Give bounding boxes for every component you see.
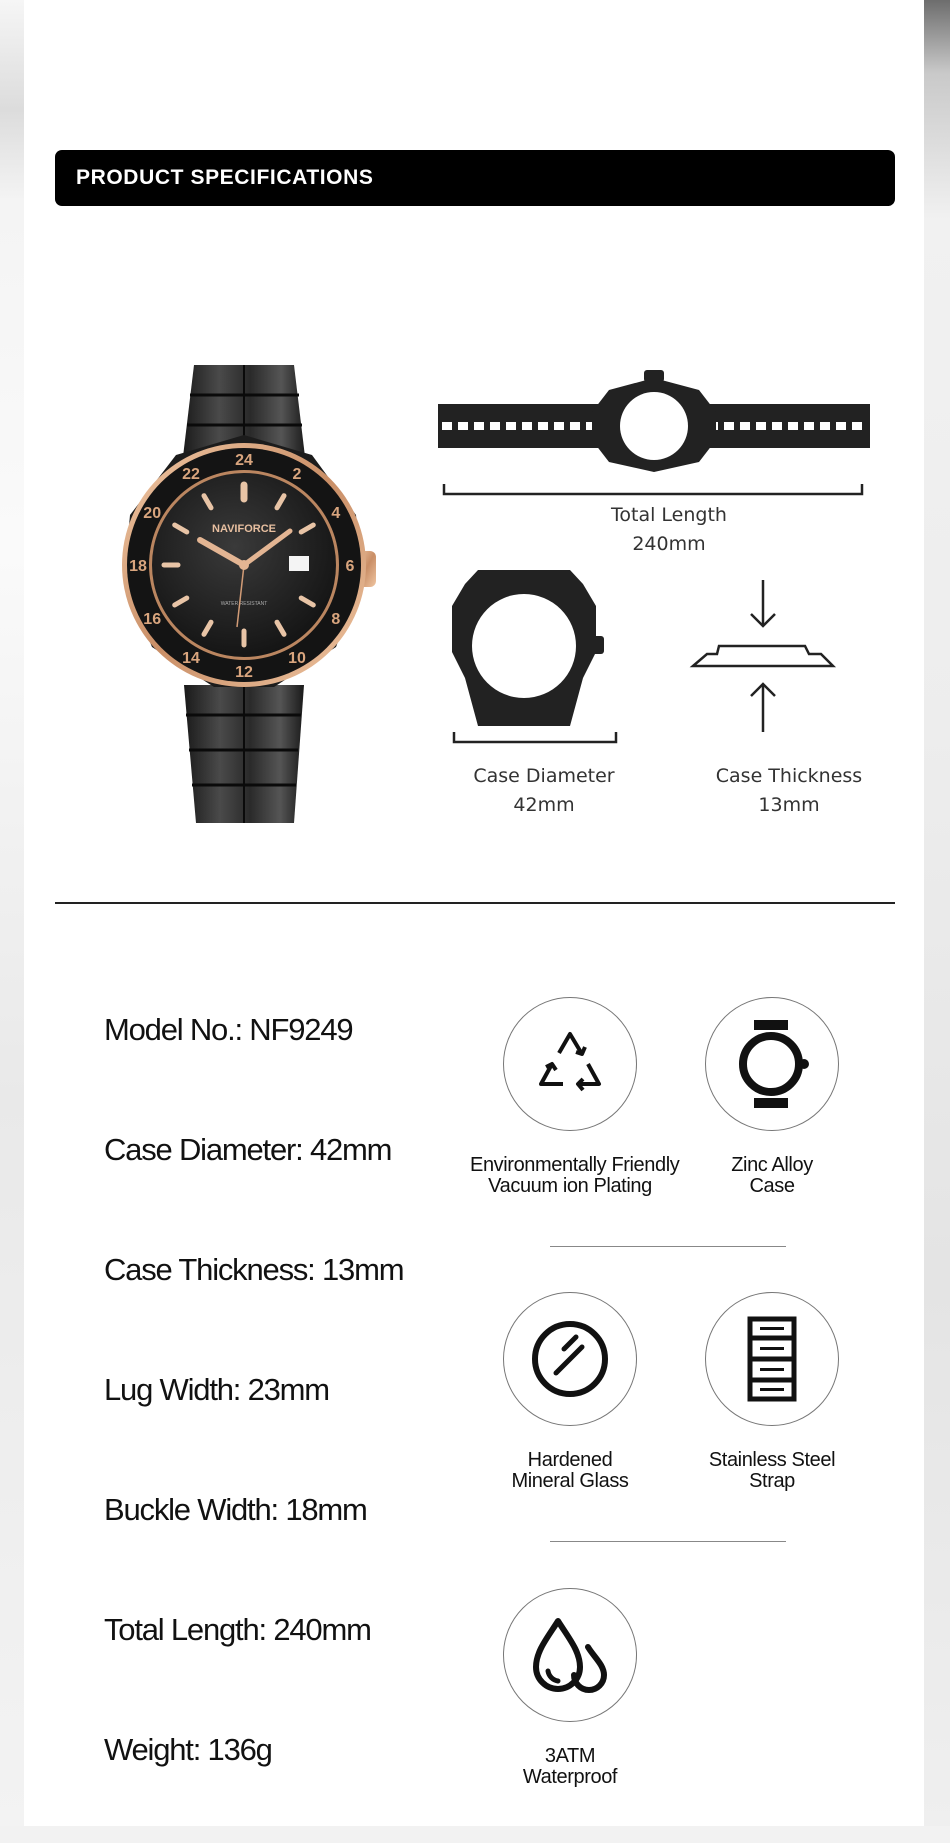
feature-label-line2: Vacuum ion Plating — [488, 1175, 652, 1197]
feature-separator — [550, 1541, 786, 1542]
strap-link — [804, 422, 814, 430]
bezel-number: 10 — [288, 649, 306, 667]
section-divider — [55, 902, 895, 904]
spec-buckle-width: Buckle Width: 18mm — [104, 1492, 367, 1527]
strap-icon — [742, 1314, 802, 1404]
feature-circle — [705, 1292, 839, 1426]
strap-link — [772, 422, 782, 430]
spec-list — [104, 1003, 403, 1843]
total-length-value: 240mm — [632, 533, 706, 555]
water-drops-icon — [528, 1613, 612, 1697]
feature-circle — [503, 1292, 637, 1426]
spec-lug-width: Lug Width: 23mm — [104, 1372, 329, 1407]
feature-steel-strap — [672, 1292, 872, 1492]
date-window — [289, 556, 309, 571]
case-diameter-label-block — [444, 762, 644, 820]
strap-link — [740, 422, 750, 430]
case-diameter-label: Case Diameter — [473, 765, 615, 787]
spec-case-thickness: Case Thickness: 13mm — [104, 1252, 404, 1287]
strap-link — [522, 422, 532, 430]
feature-circle — [503, 997, 637, 1131]
total-length-label: Total Length — [611, 504, 727, 526]
case-diameter-value: 42mm — [513, 794, 575, 816]
spec-header-title: PRODUCT SPECIFICATIONS — [76, 166, 374, 189]
diameter-bracket — [454, 732, 616, 742]
total-length-diagram — [434, 370, 874, 500]
spec-model: Model No.: NF9249 — [104, 1012, 353, 1047]
feature-label-line1: Environmentally Friendly — [470, 1154, 680, 1176]
feature-ion-plating — [470, 997, 680, 1197]
feature-label-line1: 3ATM — [544, 1745, 596, 1767]
feature-label-line2: Case — [749, 1175, 795, 1197]
feature-separator — [550, 1246, 786, 1247]
bezel-number: 2 — [292, 466, 302, 484]
strap-link — [570, 422, 580, 430]
bracelet-bottom — [184, 685, 304, 823]
bezel-number: 4 — [331, 505, 341, 522]
recycle-icon — [532, 1026, 608, 1102]
watch-case-icon — [734, 1016, 810, 1112]
spec-weight: Weight: 136g — [104, 1732, 272, 1767]
strap-link — [820, 422, 830, 430]
total-length-label-block — [544, 501, 794, 559]
length-bracket — [444, 484, 862, 494]
dial-text: WATER RESISTANT — [220, 601, 268, 607]
left-background-strip — [0, 0, 24, 1826]
strap-link — [724, 422, 734, 430]
case-thickness-diagram — [689, 576, 849, 736]
feature-label-line1: Hardened — [527, 1449, 613, 1471]
bezel-number: 22 — [182, 466, 200, 484]
feature-label — [470, 1154, 680, 1197]
strap-link — [474, 422, 484, 430]
strap-link — [836, 422, 846, 430]
product-spec-sheet — [24, 0, 924, 1826]
bezel-number: 14 — [182, 649, 200, 667]
strap-link — [852, 422, 862, 430]
spec-total-length: Total Length: 240mm — [104, 1612, 371, 1647]
watch-case — [122, 435, 376, 687]
strap-link — [506, 422, 516, 430]
feature-mineral-glass — [470, 1292, 670, 1492]
feature-waterproof — [470, 1588, 670, 1788]
bezel-number: 12 — [235, 664, 253, 681]
strap-link — [756, 422, 766, 430]
feature-circle — [503, 1588, 637, 1722]
strap-link — [490, 422, 500, 430]
bezel-number: 8 — [331, 611, 341, 628]
bezel-number: 16 — [143, 611, 162, 628]
feature-label-line1: Stainless Steel — [708, 1449, 836, 1471]
case-outline-icon — [452, 570, 604, 726]
bezel-number: 24 — [235, 452, 253, 469]
glass-icon — [528, 1317, 612, 1401]
case-diameter-diagram — [448, 566, 628, 746]
strap-link — [538, 422, 548, 430]
bezel-number: 6 — [345, 558, 355, 575]
case-thickness-label: Case Thickness — [715, 765, 863, 787]
watch-product-image — [94, 355, 404, 835]
feature-label — [470, 1746, 670, 1788]
right-background-strip — [924, 0, 950, 1826]
strap-link — [554, 422, 564, 430]
feature-zinc-alloy-case — [672, 997, 872, 1197]
feature-label — [672, 1450, 872, 1492]
feature-label — [672, 1155, 872, 1197]
case-thickness-label-block — [689, 762, 889, 820]
feature-circle — [705, 997, 839, 1131]
feature-label-line2: Mineral Glass — [511, 1470, 629, 1492]
case-profile-icon — [693, 646, 833, 666]
feature-label — [470, 1450, 670, 1492]
brand-text: NAVIFORCE — [212, 523, 276, 535]
bezel-number: 20 — [143, 505, 162, 522]
feature-label-line1: Zinc Alloy — [731, 1154, 813, 1176]
bezel-number: 18 — [129, 558, 147, 575]
feature-label-line2: Strap — [749, 1470, 795, 1492]
spec-case-diameter: Case Diameter: 42mm — [104, 1132, 392, 1167]
strap-link — [442, 422, 452, 430]
strap-link — [458, 422, 468, 430]
feature-label-line2: Waterproof — [522, 1766, 618, 1788]
spec-header-bar — [55, 150, 895, 206]
strap-outline-icon — [438, 370, 870, 472]
strap-link — [788, 422, 798, 430]
case-thickness-value: 13mm — [758, 794, 820, 816]
